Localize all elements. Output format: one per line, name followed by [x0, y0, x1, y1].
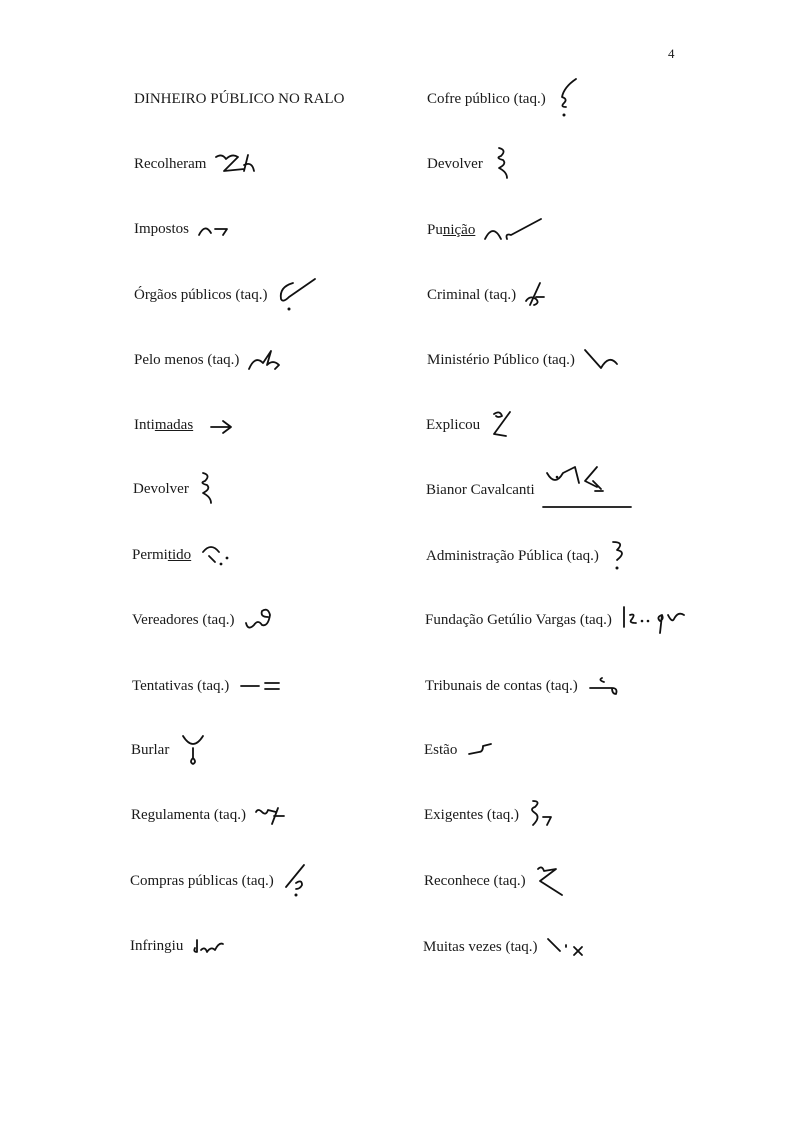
ministerio-publico-shorthand-icon — [583, 346, 627, 374]
entry-fgv: Fundação Getúlio Vargas (taq.) — [425, 605, 690, 635]
entry-vereadores: Vereadores (taq.) — [132, 605, 282, 635]
page-number: 4 — [668, 46, 675, 61]
entry-devolver-right: Devolver — [427, 149, 521, 179]
punicao-shorthand-icon — [483, 217, 547, 243]
entry-explicou: Explicou — [426, 410, 518, 440]
compras-publicas-shorthand-icon — [282, 863, 312, 899]
entry-estao: Estão — [424, 735, 495, 765]
estao-shorthand-icon — [465, 740, 495, 760]
tribunais-de-contas-shorthand-icon — [586, 674, 626, 698]
entry-reconhece: Reconhece (taq.) — [424, 866, 570, 896]
permitido-shorthand-icon — [199, 540, 239, 570]
entry-impostos: Impostos — [134, 214, 237, 244]
pelo-menos-shorthand-icon — [247, 345, 291, 375]
entry-tentativas: Tentativas (taq.) — [132, 671, 287, 701]
entry-ministerio-publico: Ministério Público (taq.) — [427, 345, 627, 375]
entry-criminal: Criminal (taq.) — [427, 280, 554, 310]
entry-intimadas: Intimadas — [134, 410, 241, 440]
cofre-publico-shorthand-icon — [554, 77, 584, 121]
devolver-shorthand-icon — [197, 471, 227, 507]
burlar-shorthand-icon — [177, 732, 211, 768]
entry-permitido: Permitido — [132, 540, 239, 570]
impostos-shorthand-icon — [197, 217, 237, 241]
tentativas-shorthand-icon — [237, 676, 287, 696]
title-text: DINHEIRO PÚBLICO NO RALO — [134, 90, 345, 107]
vereadores-shorthand-icon — [242, 605, 282, 635]
entry-orgaos-publicos: Órgãos públicos (taq.) — [134, 280, 325, 310]
administracao-publica-shorthand-icon — [607, 538, 631, 574]
reconhece-shorthand-icon — [534, 863, 570, 899]
entry-muitas-vezes: Muitas vezes (taq.) — [423, 932, 590, 962]
devolver-right-shorthand-icon — [491, 146, 521, 182]
entry-exigentes: Exigentes (taq.) — [424, 800, 557, 830]
orgaos-publicos-shorthand-icon — [275, 277, 325, 313]
fgv-shorthand-icon — [620, 603, 690, 637]
entry-compras-publicas: Compras públicas (taq.) — [130, 866, 312, 896]
entry-burlar: Burlar — [131, 735, 211, 765]
entry-devolver-left: Devolver — [133, 474, 227, 504]
recolheram-shorthand-icon — [214, 149, 274, 179]
muitas-vezes-shorthand-icon — [546, 933, 590, 961]
entry-recolheram: Recolheram — [134, 149, 274, 179]
entry-infringiu: Infringiu — [130, 931, 231, 961]
entry-cofre-publico: Cofre público (taq.) — [427, 84, 584, 114]
regulamenta-shorthand-icon — [254, 800, 294, 830]
intimadas-shorthand-icon — [201, 413, 241, 437]
entry-regulamenta: Regulamenta (taq.) — [131, 800, 294, 830]
infringiu-shorthand-icon — [191, 934, 231, 958]
bianor-cavalcanti-shorthand-icon — [543, 465, 643, 515]
entry-administracao-publica: Administração Pública (taq.) — [426, 541, 631, 571]
entry-punicao: Punição — [427, 215, 547, 245]
criminal-shorthand-icon — [524, 281, 554, 309]
document-title — [134, 84, 344, 114]
entry-pelo-menos: Pelo menos (taq.) — [134, 345, 291, 375]
entry-tribunais-de-contas: Tribunais de contas (taq.) — [425, 671, 626, 701]
entry-bianor-cavalcanti: Bianor Cavalcanti — [426, 475, 643, 505]
exigentes-shorthand-icon — [527, 797, 557, 833]
explicou-shorthand-icon — [488, 408, 518, 442]
